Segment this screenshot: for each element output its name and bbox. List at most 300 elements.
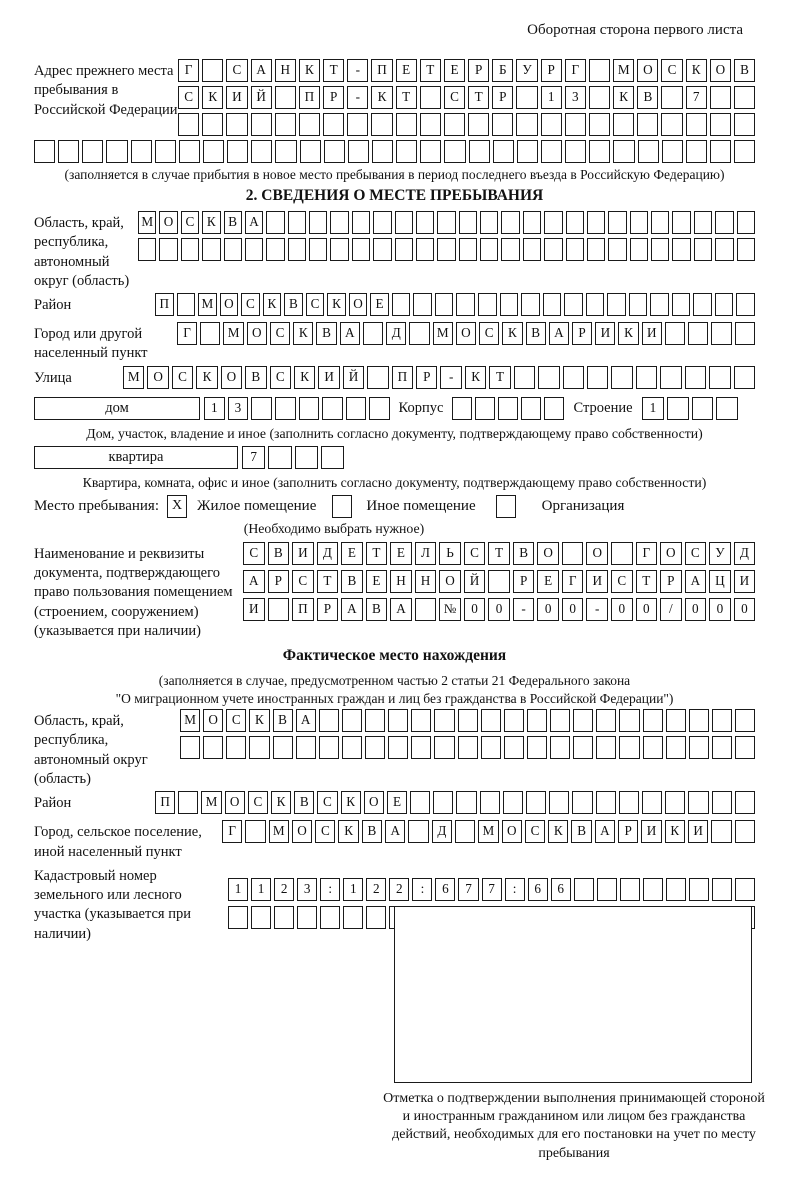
char-cell: Р: [317, 598, 339, 621]
char-cell: О: [147, 366, 168, 389]
char-cell: [323, 113, 344, 136]
char-cell: [469, 140, 490, 163]
char-cell: [296, 736, 316, 759]
option-organizaciya-label: Организация: [541, 497, 625, 514]
stroenie-label: Строение: [573, 399, 633, 416]
char-cell: [521, 293, 540, 316]
char-grid-row: [123, 366, 755, 389]
char-cell: [651, 211, 669, 234]
char-cell: Г: [178, 59, 199, 82]
char-cell: К: [548, 820, 568, 843]
char-cell: 0: [537, 598, 559, 621]
char-cell: [597, 878, 617, 901]
char-cell: [589, 59, 610, 82]
char-cell: [342, 736, 362, 759]
char-cell: Д: [432, 820, 452, 843]
char-grid-row: [155, 791, 755, 814]
char-cell: 1: [228, 878, 248, 901]
raion-field: [34, 293, 755, 320]
char-cell: 7: [242, 446, 265, 469]
char-cell: Н: [275, 59, 296, 82]
char-cell: Е: [366, 570, 388, 593]
char-cell: [735, 709, 755, 732]
char-cell: [58, 140, 79, 163]
char-cell: О: [502, 820, 522, 843]
char-cell: 6: [528, 878, 548, 901]
char-cell: 0: [464, 598, 486, 621]
char-cell: [665, 791, 685, 814]
char-cell: [434, 736, 454, 759]
char-cell: [587, 211, 605, 234]
char-cell: [665, 322, 685, 345]
document-grid: [243, 542, 755, 625]
char-cell: [688, 791, 708, 814]
char-cell: В: [571, 820, 591, 843]
char-cell: К: [465, 366, 486, 389]
char-cell: [630, 211, 648, 234]
char-cell: О: [221, 366, 242, 389]
char-cell: Т: [317, 570, 339, 593]
char-cell: [372, 140, 393, 163]
char-cell: [180, 736, 200, 759]
char-cell: А: [595, 820, 615, 843]
char-cell: [275, 397, 296, 420]
char-cell: Н: [390, 570, 412, 593]
char-cell: Е: [396, 59, 417, 82]
char-cell: [181, 238, 199, 261]
char-cell: [541, 113, 562, 136]
char-cell: [666, 878, 686, 901]
char-cell: А: [549, 322, 569, 345]
char-cell: [409, 322, 429, 345]
char-cell: О: [364, 791, 384, 814]
char-cell: [416, 211, 434, 234]
char-cell: А: [390, 598, 412, 621]
char-cell: С: [479, 322, 499, 345]
char-cell: [596, 709, 616, 732]
char-cell: [437, 211, 455, 234]
char-cell: 2: [389, 878, 409, 901]
char-cell: С: [464, 542, 486, 565]
char-cell: К: [271, 791, 291, 814]
char-cell: [637, 113, 658, 136]
char-cell: [549, 791, 569, 814]
char-cell: В: [245, 366, 266, 389]
char-cell: [396, 113, 417, 136]
char-cell: [396, 140, 417, 163]
char-cell: [619, 791, 639, 814]
char-cell: [526, 791, 546, 814]
char-cell: [504, 736, 524, 759]
char-cell: 0: [562, 598, 584, 621]
fact-subtitle-1: (заполняется в случае, предусмотренном частью 2 статьи 21 Федерального закона: [158, 673, 631, 689]
char-cell: [420, 140, 441, 163]
char-cell: [596, 791, 616, 814]
char-cell: [343, 906, 363, 929]
char-grid-row: [155, 293, 755, 316]
char-cell: [348, 140, 369, 163]
char-cell: [660, 366, 681, 389]
char-cell: [273, 736, 293, 759]
char-cell: [226, 113, 247, 136]
char-cell: [203, 736, 223, 759]
char-cell: Й: [464, 570, 486, 593]
char-cell: [573, 709, 593, 732]
char-cell: [736, 293, 755, 316]
char-cell: [735, 878, 755, 901]
char-cell: [437, 238, 455, 261]
char-cell: [523, 238, 541, 261]
char-cell: [666, 736, 686, 759]
document-label: Наименование и реквизиты документа, подтверждающего право пользования помещением (строением, сооружением) (указывается при наличии): [34, 545, 233, 639]
char-cell: [565, 140, 586, 163]
char-cell: [480, 791, 500, 814]
char-cell: [620, 878, 640, 901]
char-cell: [178, 113, 199, 136]
char-cell: О: [660, 542, 682, 565]
char-cell: [468, 113, 489, 136]
char-cell: [363, 322, 383, 345]
char-cell: [734, 86, 755, 109]
char-cell: С: [241, 293, 260, 316]
char-cell: [251, 113, 272, 136]
char-cell: Д: [734, 542, 756, 565]
char-cell: У: [516, 59, 537, 82]
char-cell: [586, 293, 605, 316]
char-cell: [709, 366, 730, 389]
char-cell: В: [268, 542, 290, 565]
char-cell: [433, 791, 453, 814]
char-cell: К: [613, 86, 634, 109]
char-cell: И: [688, 820, 708, 843]
char-cell: Е: [387, 791, 407, 814]
char-cell: В: [273, 709, 293, 732]
char-cell: [480, 238, 498, 261]
char-cell: [480, 211, 498, 234]
char-cell: [395, 238, 413, 261]
char-cell: [138, 238, 156, 261]
char-cell: [521, 397, 541, 420]
char-cell: М: [433, 322, 453, 345]
char-cell: [300, 140, 321, 163]
char-cell: К: [618, 322, 638, 345]
char-cell: И: [734, 570, 756, 593]
char-cell: С: [315, 820, 335, 843]
page-corner-note: Оборотная сторона первого листа: [527, 22, 743, 38]
char-cell: [566, 211, 584, 234]
char-cell: И: [226, 86, 247, 109]
char-cell: 0: [734, 598, 756, 621]
char-cell: [420, 113, 441, 136]
char-cell: [643, 878, 663, 901]
char-cell: [371, 113, 392, 136]
char-cell: [689, 736, 709, 759]
char-cell: [564, 293, 583, 316]
char-cell: [330, 211, 348, 234]
char-cell: [155, 140, 176, 163]
char-cell: [613, 113, 634, 136]
ulitsa-field: [34, 366, 755, 393]
char-cell: [587, 366, 608, 389]
char-cell: Й: [343, 366, 364, 389]
char-cell: [613, 140, 634, 163]
char-cell: 0: [685, 598, 707, 621]
char-cell: С: [317, 791, 337, 814]
char-cell: [712, 878, 732, 901]
fact-raion-label: Район: [34, 795, 72, 812]
char-cell: 2: [366, 878, 386, 901]
char-cell: [572, 791, 592, 814]
char-cell: [297, 906, 317, 929]
char-cell: [734, 113, 755, 136]
char-cell: М: [269, 820, 289, 843]
char-cell: В: [734, 59, 755, 82]
fact-oblast-grid: [180, 709, 755, 763]
char-cell: С: [178, 86, 199, 109]
char-cell: [202, 238, 220, 261]
char-cell: [541, 140, 562, 163]
char-cell: [203, 140, 224, 163]
char-cell: С: [611, 570, 633, 593]
dom-label-box: дом: [34, 397, 200, 420]
char-cell: Б: [492, 59, 513, 82]
char-cell: С: [306, 293, 325, 316]
char-cell: А: [245, 211, 263, 234]
char-cell: [227, 140, 248, 163]
char-cell: [734, 366, 755, 389]
fact-oblast-field: [34, 709, 755, 789]
char-cell: [373, 211, 391, 234]
char-cell: 1: [541, 86, 562, 109]
char-cell: [274, 906, 294, 929]
char-cell: С: [292, 570, 314, 593]
char-cell: [455, 820, 475, 843]
char-cell: [452, 397, 472, 420]
char-cell: П: [299, 86, 320, 109]
char-cell: Т: [468, 86, 489, 109]
char-grid-row: [243, 570, 755, 593]
char-cell: 1: [343, 878, 363, 901]
char-cell: [342, 709, 362, 732]
char-cell: [686, 140, 707, 163]
char-cell: Р: [323, 86, 344, 109]
char-cell: К: [294, 366, 315, 389]
char-cell: 3: [565, 86, 586, 109]
char-cell: [319, 736, 339, 759]
char-cell: [434, 709, 454, 732]
char-cell: [562, 542, 584, 565]
char-cell: [498, 397, 518, 420]
option-zhiloe-label: Жилое помещение: [197, 497, 317, 514]
char-cell: 7: [482, 878, 502, 901]
char-cell: [415, 598, 437, 621]
char-cell: [715, 293, 734, 316]
char-cell: О: [349, 293, 368, 316]
char-cell: 1: [251, 878, 271, 901]
char-cell: [413, 293, 432, 316]
char-cell: Е: [444, 59, 465, 82]
char-cell: Л: [415, 542, 437, 565]
char-cell: [251, 906, 271, 929]
char-cell: [516, 86, 537, 109]
kvartira-cells: [242, 446, 344, 469]
char-cell: К: [327, 293, 346, 316]
oblast-label: Область, край, республика, автономный округ (область): [34, 215, 130, 289]
char-cell: [456, 293, 475, 316]
char-cell: 0: [709, 598, 731, 621]
char-cell: [200, 322, 220, 345]
char-grid-row: [222, 820, 755, 843]
char-cell: Ц: [709, 570, 731, 593]
fact-gorod-field: [34, 820, 755, 862]
char-cell: В: [294, 791, 314, 814]
char-cell: [711, 820, 731, 843]
char-grid-row: [178, 113, 755, 136]
document-field: [34, 542, 755, 641]
char-cell: 3: [228, 397, 249, 420]
char-cell: [543, 293, 562, 316]
char-cell: [550, 709, 570, 732]
char-cell: Р: [618, 820, 638, 843]
char-cell: [611, 366, 632, 389]
char-cell: Р: [572, 322, 592, 345]
char-cell: Г: [565, 59, 586, 82]
char-cell: [330, 238, 348, 261]
char-cell: [475, 397, 495, 420]
char-cell: Р: [492, 86, 513, 109]
char-grid-row: [243, 598, 755, 621]
char-cell: О: [537, 542, 559, 565]
kvartira-row: [34, 446, 755, 473]
char-cell: [712, 709, 732, 732]
char-cell: [630, 238, 648, 261]
char-cell: [478, 293, 497, 316]
char-cell: [411, 709, 431, 732]
char-cell: [735, 820, 755, 843]
char-cell: Т: [489, 366, 510, 389]
char-cell: [228, 906, 248, 929]
char-cell: М: [198, 293, 217, 316]
char-cell: [320, 906, 340, 929]
char-cell: [493, 140, 514, 163]
char-grid-row: [178, 86, 755, 109]
char-cell: [435, 293, 454, 316]
dom-caption: Дом, участок, владение и иное (заполнить согласно документу, подтверждающему право собственности): [86, 425, 703, 441]
char-cell: В: [362, 820, 382, 843]
char-cell: С: [226, 59, 247, 82]
char-cell: В: [637, 86, 658, 109]
char-cell: П: [155, 293, 174, 316]
char-cell: [737, 238, 755, 261]
gorod-field: [34, 322, 755, 364]
char-cell: М: [180, 709, 200, 732]
char-cell: [688, 322, 708, 345]
char-cell: [178, 791, 198, 814]
checkbox-organizaciya: [496, 495, 516, 518]
char-cell: О: [637, 59, 658, 82]
char-cell: [589, 113, 610, 136]
char-cell: [672, 293, 691, 316]
char-cell: К: [665, 820, 685, 843]
char-cell: /: [660, 598, 682, 621]
char-cell: А: [385, 820, 405, 843]
char-cell: А: [341, 598, 363, 621]
char-cell: И: [642, 322, 662, 345]
char-cell: П: [371, 59, 392, 82]
char-cell: Г: [177, 322, 197, 345]
gorod-label: Город или другой населенный пункт: [34, 326, 148, 362]
char-cell: С: [243, 542, 265, 565]
confirmation-stamp-box: [394, 906, 752, 1083]
char-cell: Г: [562, 570, 584, 593]
char-grid-row: [243, 542, 755, 565]
fact-oblast-label: Область, край, республика, автономный округ (область): [34, 713, 148, 787]
char-cell: А: [685, 570, 707, 593]
char-cell: М: [223, 322, 243, 345]
char-cell: [692, 397, 714, 420]
char-cell: В: [341, 570, 363, 593]
char-cell: И: [292, 542, 314, 565]
char-cell: 6: [551, 878, 571, 901]
char-cell: О: [203, 709, 223, 732]
char-cell: :: [412, 878, 432, 901]
char-cell: [347, 113, 368, 136]
char-cell: П: [155, 791, 175, 814]
char-cell: [266, 211, 284, 234]
char-cell: [566, 238, 584, 261]
kvartira-caption: Квартира, комната, офис и иное (заполнить согласно документу, подтверждающему право собственности): [82, 474, 707, 490]
char-cell: К: [263, 293, 282, 316]
char-cell: С: [444, 86, 465, 109]
char-cell: [458, 736, 478, 759]
char-cell: [309, 211, 327, 234]
char-cell: 1: [642, 397, 664, 420]
char-cell: А: [251, 59, 272, 82]
char-cell: [686, 113, 707, 136]
char-cell: [106, 140, 127, 163]
char-cell: [638, 140, 659, 163]
char-cell: [299, 113, 320, 136]
char-cell: [408, 820, 428, 843]
char-cell: [245, 238, 263, 261]
char-cell: [416, 238, 434, 261]
char-cell: [643, 709, 663, 732]
char-grid-row: [228, 878, 755, 901]
char-cell: Т: [396, 86, 417, 109]
char-cell: [395, 211, 413, 234]
char-grid-row: [178, 59, 755, 82]
char-cell: [459, 211, 477, 234]
char-cell: К: [249, 709, 269, 732]
mesto-label: Место пребывания:: [34, 497, 159, 514]
char-cell: С: [226, 709, 246, 732]
oblast-field: [34, 211, 755, 291]
char-cell: -: [586, 598, 608, 621]
confirmation-stamp-caption: Отметка о подтверждении выполнения принимающей стороной и иностранным гражданином или лицом без гражданства действий, необходимых для его постановки на учет по месту пребывания: [383, 1091, 765, 1161]
korpus-cells: [452, 397, 564, 420]
dom-row: [34, 397, 755, 424]
char-cell: [716, 397, 738, 420]
char-cell: [251, 140, 272, 163]
char-cell: -: [440, 366, 461, 389]
char-cell: [608, 238, 626, 261]
char-cell: [275, 113, 296, 136]
char-cell: [266, 238, 284, 261]
char-cell: [689, 878, 709, 901]
char-cell: П: [292, 598, 314, 621]
fact-gorod-label: Город, сельское поселение, иной населенный пункт: [34, 824, 202, 860]
char-cell: [410, 791, 430, 814]
